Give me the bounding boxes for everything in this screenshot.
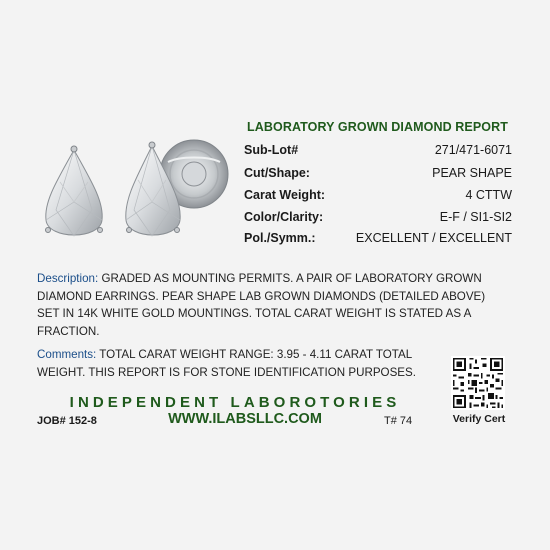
company-name: INDEPENDENT LABOROTORIES <box>69 394 401 411</box>
spec-value: 271/471-6071 <box>434 143 512 157</box>
spec-row-carat-weight <box>244 188 512 208</box>
spec-row-cut-shape <box>244 166 512 186</box>
spec-row-pol-symm <box>244 231 512 251</box>
spec-label: Cut/Shape: <box>244 166 310 180</box>
spec-value: 4 CTTW <box>465 188 512 202</box>
spec-label: Carat Weight: <box>244 188 326 202</box>
spec-value: EXCELLENT / EXCELLENT <box>355 231 512 245</box>
t-number: T# 74 <box>384 415 413 427</box>
qr-code[interactable] <box>451 356 505 410</box>
report-title: LABORATORY GROWN DIAMOND REPORT <box>247 120 508 134</box>
verify-cert-link[interactable]: Verify Cert <box>452 413 506 425</box>
description-label: Description: <box>37 272 99 285</box>
spec-label: Pol./Symm.: <box>244 231 316 245</box>
website-link[interactable]: WWW.ILABSLLC.COM <box>168 411 322 427</box>
left-earring <box>46 146 103 236</box>
spec-value: E-F / SI1-SI2 <box>439 210 512 224</box>
description-paragraph <box>37 270 507 340</box>
job-number: JOB# 152-8 <box>37 415 97 427</box>
comments-text: TOTAL CARAT WEIGHT RANGE: 3.95 - 4.11 CARAT TOTAL WEIGHT. THIS REPORT IS FOR STONE IDENTIFICATION PURPOSES. <box>37 348 416 379</box>
spec-value: PEAR SHAPE <box>432 166 512 180</box>
spec-label: Sub-Lot# <box>244 143 299 157</box>
earrings-image <box>34 132 244 262</box>
comments-paragraph <box>37 346 442 381</box>
spec-row-color-clarity <box>244 210 512 230</box>
spec-label: Color/Clarity: <box>244 210 324 224</box>
description-text: GRADED AS MOUNTING PERMITS. A PAIR OF LABORATORY GROWN DIAMOND EARRINGS. PEAR SHAPE LAB GROWN DIAMONDS (DETAILED ABOVE) SET IN 14K WHITE GOLD MOUNTINGS. TOTAL CARAT WEIGHT IS STATED AS A FRACTION. <box>37 272 486 338</box>
spec-row-sub-lot <box>244 143 512 163</box>
comments-label: Comments: <box>37 348 97 361</box>
